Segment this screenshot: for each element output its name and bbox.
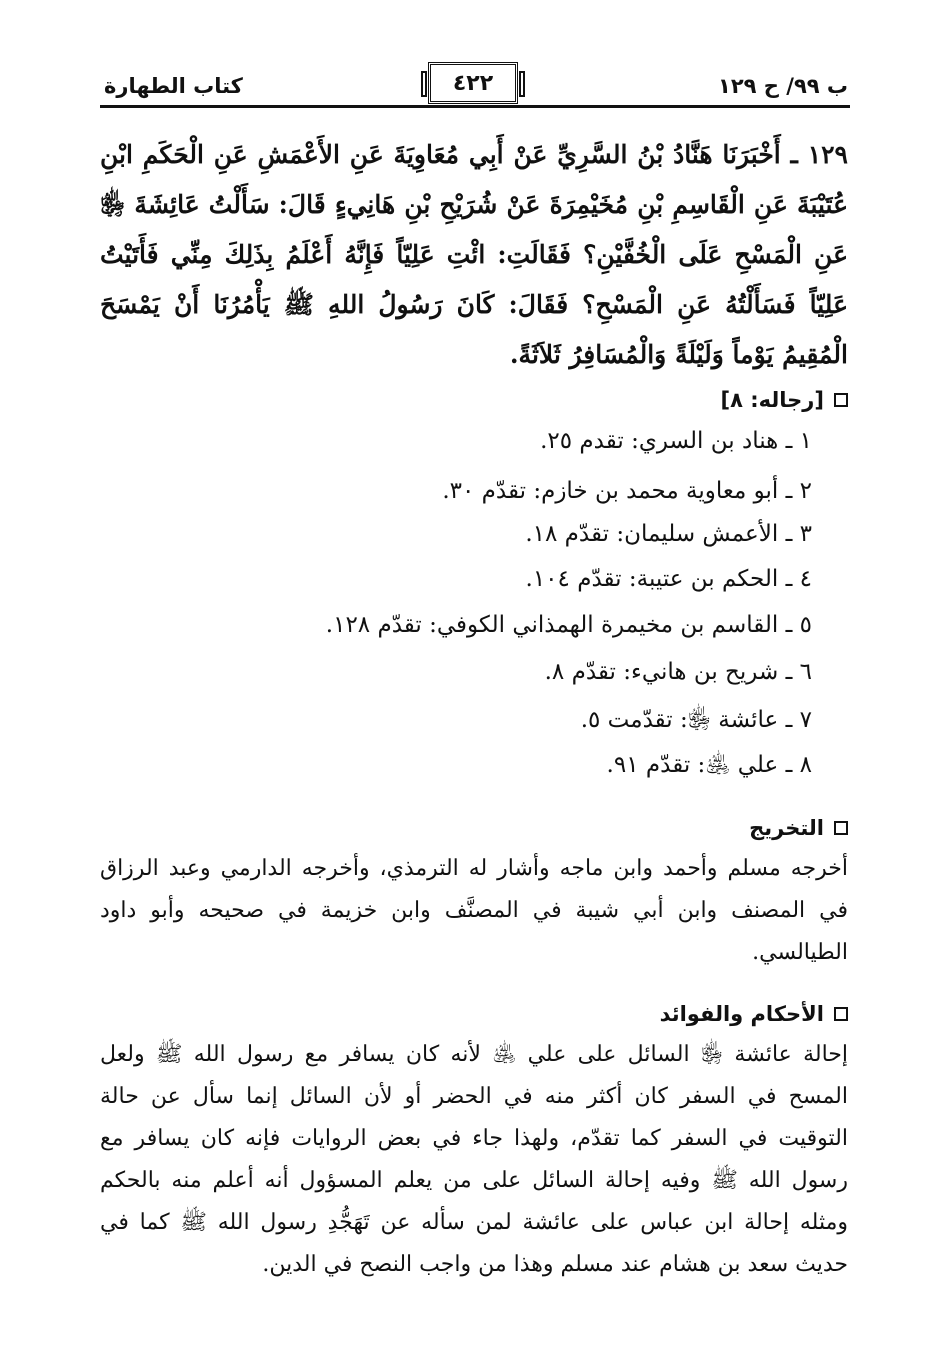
narrator-item: ٨ ـ علي ﵁: تقدّم ٩١. xyxy=(606,752,812,778)
narrator-item: ٧ ـ عائشة ﵂: تقدّمت ٥. xyxy=(580,707,812,733)
narrators-heading xyxy=(721,388,848,412)
narrator-item: ٥ ـ القاسم بن مخيمرة الهمذاني الكوفي: تقدّم ١٢٨. xyxy=(325,612,812,638)
narrator-item: ٣ ـ الأعمش سليمان: تقدّم ١٨. xyxy=(525,521,812,547)
checkbox-square-icon xyxy=(834,821,848,835)
ahkam-heading-label: الأحكام والفوائد xyxy=(659,1002,824,1026)
book-title: كتاب الطهارة xyxy=(104,74,243,98)
narrator-item: ٦ ـ شريح بن هانيء: تقدّم ٨. xyxy=(544,659,812,685)
narrator-item: ٢ ـ أبو معاوية محمد بن خازم: تقدّم ٣٠. xyxy=(442,478,812,504)
hadith-text: ١٢٩ ـ أَخْبَرَنَا هَنَّادُ بْنُ السَّرِيِّ عَنْ أَبِي مُعَاوِيَةَ عَنِ الأَعْمَشِ عَنِ الْحَكَمِ ابْنِ عُتَيْبَةَ عَنِ الْقَاسِمِ بْنِ مُخَيْمِرَةَ عَنْ شُرَيْحِ بْنِ هَانِيءٍ قَالَ: سَأَلْتُ عَائِشَةَ ﵂ عَنِ الْمَسْحِ عَلَى الْخُفَّيْنِ؟ فَقَالَتِ: ائْتِ عَلِيّاً فَإِنَّهُ أَعْلَمُ بِذَلِكَ مِنِّي فَأَتَيْتُ عَلِيّاً فَسَأَلْتُهُ عَنِ الْمَسْحِ؟ فَقَالَ: كَانَ رَسُولُ اللهِ ﷺ يَأْمُرُنَا أَنْ يَمْسَحَ الْمُقِيمُ يَوْماً وَلَيْلَةً وَالْمُسَافِرُ ثَلاَثَةً. xyxy=(100,140,848,369)
header-divider xyxy=(100,105,850,108)
narrator-item: ٤ ـ الحكم بن عتيبة: تقدّم ١٠٤. xyxy=(525,566,812,592)
page-number: ٤٢٢ xyxy=(428,62,518,104)
takhrij-text: أخرجه مسلم وأحمد وابن ماجه وأشار له الترمذي، وأخرجه الدارمي وعبد الرزاق في المصنف وابن أبي شيبة في المصنَّف وابن خزيمة في صحيحه وأبو داود الطيالسي. xyxy=(100,856,848,965)
takhrij-heading xyxy=(749,816,848,840)
ahkam-text: إحالة عائشة ﵂ السائل على علي ﵁ لأنه كان يسافر مع رسول الله ﷺ ولعل المسح في السفر كان أكثر منه في الحضر أو لأن السائل إنما سأل عن حالة التوقيت في السفر كما تقدّم، ولهذا جاء في بعض الروايات فإنه كان يسافر مع رسول الله ﷺ وفيه إحالة السائل على من يعلم المسؤول أنه أعلم منه بالحكم ومثله إحالة ابن عباس على عائشة لمن سأله عن تَهَجُّدِ رسول الله ﷺ كما في حديث سعد بن هشام عند مسلم وهذا من واجب النصح في الدين. xyxy=(100,1042,848,1277)
checkbox-square-icon xyxy=(834,1007,848,1021)
chapter-reference: ب ٩٩/ ح ١٢٩ xyxy=(718,74,848,98)
narrator-item: ١ ـ هناد بن السري: تقدم ٢٥. xyxy=(540,428,812,454)
narrators-heading-label: [رجاله: ٨] xyxy=(720,388,824,412)
takhrij-heading-label: التخريج xyxy=(749,816,824,840)
checkbox-square-icon xyxy=(834,393,848,407)
ahkam-heading xyxy=(660,1002,848,1026)
